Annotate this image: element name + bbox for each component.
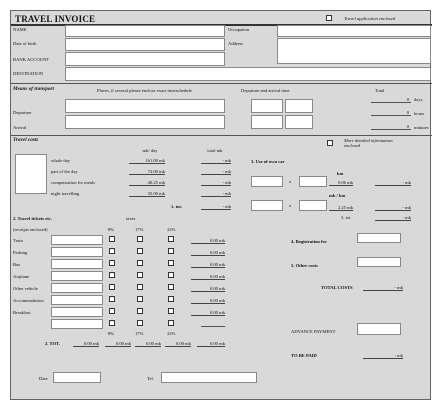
departure-label: Departure — [13, 110, 32, 115]
occupation-label: Occupation — [228, 27, 250, 32]
ticket-row-label: Train — [13, 238, 23, 243]
pct-8: 8% — [108, 227, 115, 232]
tax-8-checkbox[interactable] — [109, 284, 115, 290]
bank-label: BANK ACCOUNT — [13, 57, 50, 62]
registration-fee-field[interactable] — [357, 233, 401, 243]
advance-label: ADVANCE PAYMENT — [291, 329, 336, 334]
tax-17-checkbox[interactable] — [137, 308, 143, 314]
ticket-row-value: 0.00 mk — [191, 250, 225, 256]
detailed-info-label-1: More detailed information — [344, 138, 393, 143]
tax-8-checkbox[interactable] — [109, 272, 115, 278]
km-count-field[interactable] — [299, 176, 327, 187]
transport-row2-field[interactable] — [65, 115, 225, 129]
tot3-label: 3. tot. — [341, 215, 352, 220]
own-car-km: km — [337, 171, 344, 176]
name-label: NAME — [13, 27, 27, 32]
ticket-row-value: 0.00 mk — [191, 238, 225, 244]
tickets-heading: 2. Travel tickets etc. — [13, 216, 52, 221]
own-car-res2: - mk — [375, 205, 411, 211]
tax-22-checkbox[interactable] — [168, 236, 174, 242]
own-car-rate1: 0.06 mk — [329, 180, 353, 186]
km-amount-field[interactable] — [251, 176, 283, 187]
name-field[interactable] — [65, 25, 225, 37]
tax-22-checkbox[interactable] — [168, 296, 174, 302]
ticket-row-value: 0.00 mk — [191, 274, 225, 280]
tickets-sub: (receipts enclosed) — [13, 227, 48, 232]
total-time-label: Total — [375, 88, 385, 93]
tot2-value: 0.00 mk — [105, 341, 131, 347]
tax-22-checkbox[interactable] — [168, 308, 174, 314]
hours-value: 0 — [406, 110, 409, 115]
tax-8-checkbox[interactable] — [109, 248, 115, 254]
cost-row-rate: 40.25 mk — [129, 180, 165, 186]
detailed-info-label-2: enclosed — [344, 143, 361, 148]
ticket-row-field-extra[interactable] — [51, 319, 103, 329]
tax-17-checkbox[interactable] — [137, 248, 143, 254]
date-label: Date — [39, 376, 48, 381]
cost-row-rate: 72.00 mk — [129, 169, 165, 175]
tax-22-checkbox[interactable] — [168, 248, 174, 254]
tot1-value: - mk — [201, 204, 231, 210]
pct-17: 17% — [135, 227, 144, 232]
tax-17-checkbox[interactable] — [137, 260, 143, 266]
minutes-label: minutes — [414, 125, 429, 130]
tax-17-checkbox[interactable] — [137, 296, 143, 302]
other-costs-label: 5. Other costs — [291, 263, 318, 268]
tel-label: Tel. — [147, 376, 154, 381]
km-count-field-2[interactable] — [299, 200, 327, 211]
ticket-row-label: Bus — [13, 262, 21, 267]
ticket-row-field[interactable] — [51, 295, 103, 305]
pct-17-bottom: 17% — [135, 331, 144, 336]
cost-row-total: - mk — [201, 169, 231, 175]
transport-note: Places, if several please enclose exact timeschedule — [97, 88, 192, 93]
cost-row-rate: 35.00 mk — [129, 191, 165, 197]
arrival-time-2[interactable] — [285, 115, 313, 129]
tax-17-checkbox[interactable] — [137, 284, 143, 290]
ticket-row-label: Accommodation — [13, 298, 44, 303]
other-costs-field[interactable] — [357, 257, 401, 267]
bank-field[interactable] — [65, 52, 225, 66]
dob-label: Date of birth — [13, 41, 37, 46]
destination-label: DESTINATION — [13, 71, 44, 76]
cost-row-total: - mk — [201, 191, 231, 197]
days-label: days — [414, 97, 423, 102]
ticket-row-label: Breakfast — [13, 310, 31, 315]
col-total-mk: total mk — [207, 148, 223, 153]
destination-field[interactable] — [65, 67, 431, 81]
departure-time-2[interactable] — [251, 115, 283, 129]
tot2-value: 0.00 mk — [135, 341, 161, 347]
ticket-row-label: Parking — [13, 250, 28, 255]
ticket-row-field[interactable] — [51, 307, 103, 317]
tot2-label: 2. TOT. — [45, 341, 60, 346]
ticket-row-label: Other vehicle — [13, 286, 38, 291]
pct-22-bottom: 22% — [167, 331, 176, 336]
to-be-paid-label: TO BE PAID — [291, 353, 317, 358]
cost-row-label: compensation for meals — [51, 180, 95, 185]
col-mk-day: mk/ day — [142, 148, 158, 153]
tax-22-checkbox[interactable] — [168, 260, 174, 266]
application-enclosed-label: Travel application enclosed — [344, 16, 396, 21]
ticket-row-field[interactable] — [51, 271, 103, 281]
tot2-value: 0.00 mk — [73, 341, 99, 347]
departure-time-1[interactable] — [251, 99, 283, 113]
tax-8-checkbox[interactable] — [109, 260, 115, 266]
tot3-value: - mk — [375, 215, 411, 221]
arrival-label: Arrival — [13, 125, 27, 130]
tax-22-checkbox[interactable] — [168, 284, 174, 290]
own-car-res1: - mk — [375, 180, 411, 186]
ticket-row-value: 0.00 mk — [191, 262, 225, 268]
address-label: Address — [228, 41, 244, 46]
taxes-label: taxes — [126, 216, 136, 221]
tax-8-checkbox[interactable] — [109, 320, 115, 326]
travel-costs-heading: Travel costs — [13, 137, 39, 143]
hours-label: hours — [414, 111, 425, 116]
own-car-heading: 3. Use of own car — [251, 159, 285, 164]
tax-22-checkbox[interactable] — [168, 320, 174, 326]
ticket-row-label: Airplane — [13, 274, 30, 279]
minutes-value: 0 — [406, 124, 409, 129]
to-be-paid-value: - mk — [363, 353, 403, 359]
registration-label: 4. Registration fee — [291, 239, 327, 244]
dep-arr-time-label: Departure and arrival time — [241, 88, 290, 93]
days-value: 0 — [406, 97, 409, 102]
form-title: TRAVEL INVOICE — [15, 14, 96, 24]
date-field[interactable] — [53, 372, 101, 383]
tot2-value: 0.00 mk — [165, 341, 191, 347]
cost-row-total: - mk — [201, 180, 231, 186]
ticket-row-field[interactable] — [51, 247, 103, 257]
advance-payment-field[interactable] — [357, 323, 401, 335]
total-costs-value: - mk — [363, 285, 403, 291]
tax-17-checkbox[interactable] — [137, 320, 143, 326]
tax-8-checkbox[interactable] — [109, 308, 115, 314]
transport-heading: Means of transport — [13, 86, 54, 92]
days-count-column[interactable] — [15, 154, 47, 194]
detailed-info-checkbox[interactable] — [327, 140, 333, 146]
ticket-row-field[interactable] — [51, 235, 103, 245]
ticket-row-field[interactable] — [51, 259, 103, 269]
ticket-row-value: 0.00 mk — [191, 298, 225, 304]
ticket-row-value: 0.00 mk — [191, 286, 225, 292]
total-costs-label: TOTAL COSTS — [321, 285, 353, 290]
tax-17-checkbox[interactable] — [137, 272, 143, 278]
cost-row-label: whole day — [51, 158, 71, 163]
tot2-value: 0.00 mk — [197, 341, 225, 347]
tot1-label: 1. tot. — [171, 204, 183, 209]
cost-row-total: - mk — [201, 158, 231, 164]
dob-field[interactable] — [65, 38, 225, 51]
tax-8-checkbox[interactable] — [109, 296, 115, 302]
ticket-row-value: 0.00 mk — [191, 310, 225, 316]
invoice-form — [10, 10, 431, 400]
own-car-x2: x — [289, 203, 292, 208]
application-enclosed-checkbox[interactable] — [326, 15, 332, 21]
cost-row-label: part of the day — [51, 169, 78, 174]
tax-17-checkbox[interactable] — [137, 236, 143, 242]
km-amount-field-2[interactable] — [251, 200, 283, 211]
cost-row-rate: 161.00 mk — [129, 158, 165, 164]
own-car-rate2: 2.25 mk — [329, 205, 353, 211]
transport-row1-field[interactable] — [65, 99, 225, 113]
arrival-time-1[interactable] — [285, 99, 313, 113]
tax-22-checkbox[interactable] — [168, 272, 174, 278]
ticket-row-field[interactable] — [51, 283, 103, 293]
tax-8-checkbox[interactable] — [109, 236, 115, 242]
address-field[interactable] — [277, 38, 431, 64]
cost-row-label: night travelling — [51, 191, 80, 196]
pct-8-bottom: 8% — [108, 331, 115, 336]
pct-22: 22% — [167, 227, 176, 232]
own-car-x1: x — [289, 179, 292, 184]
tel-field[interactable] — [161, 372, 257, 383]
own-car-mk-km: mk / km — [329, 193, 346, 198]
occupation-field[interactable] — [277, 25, 431, 37]
